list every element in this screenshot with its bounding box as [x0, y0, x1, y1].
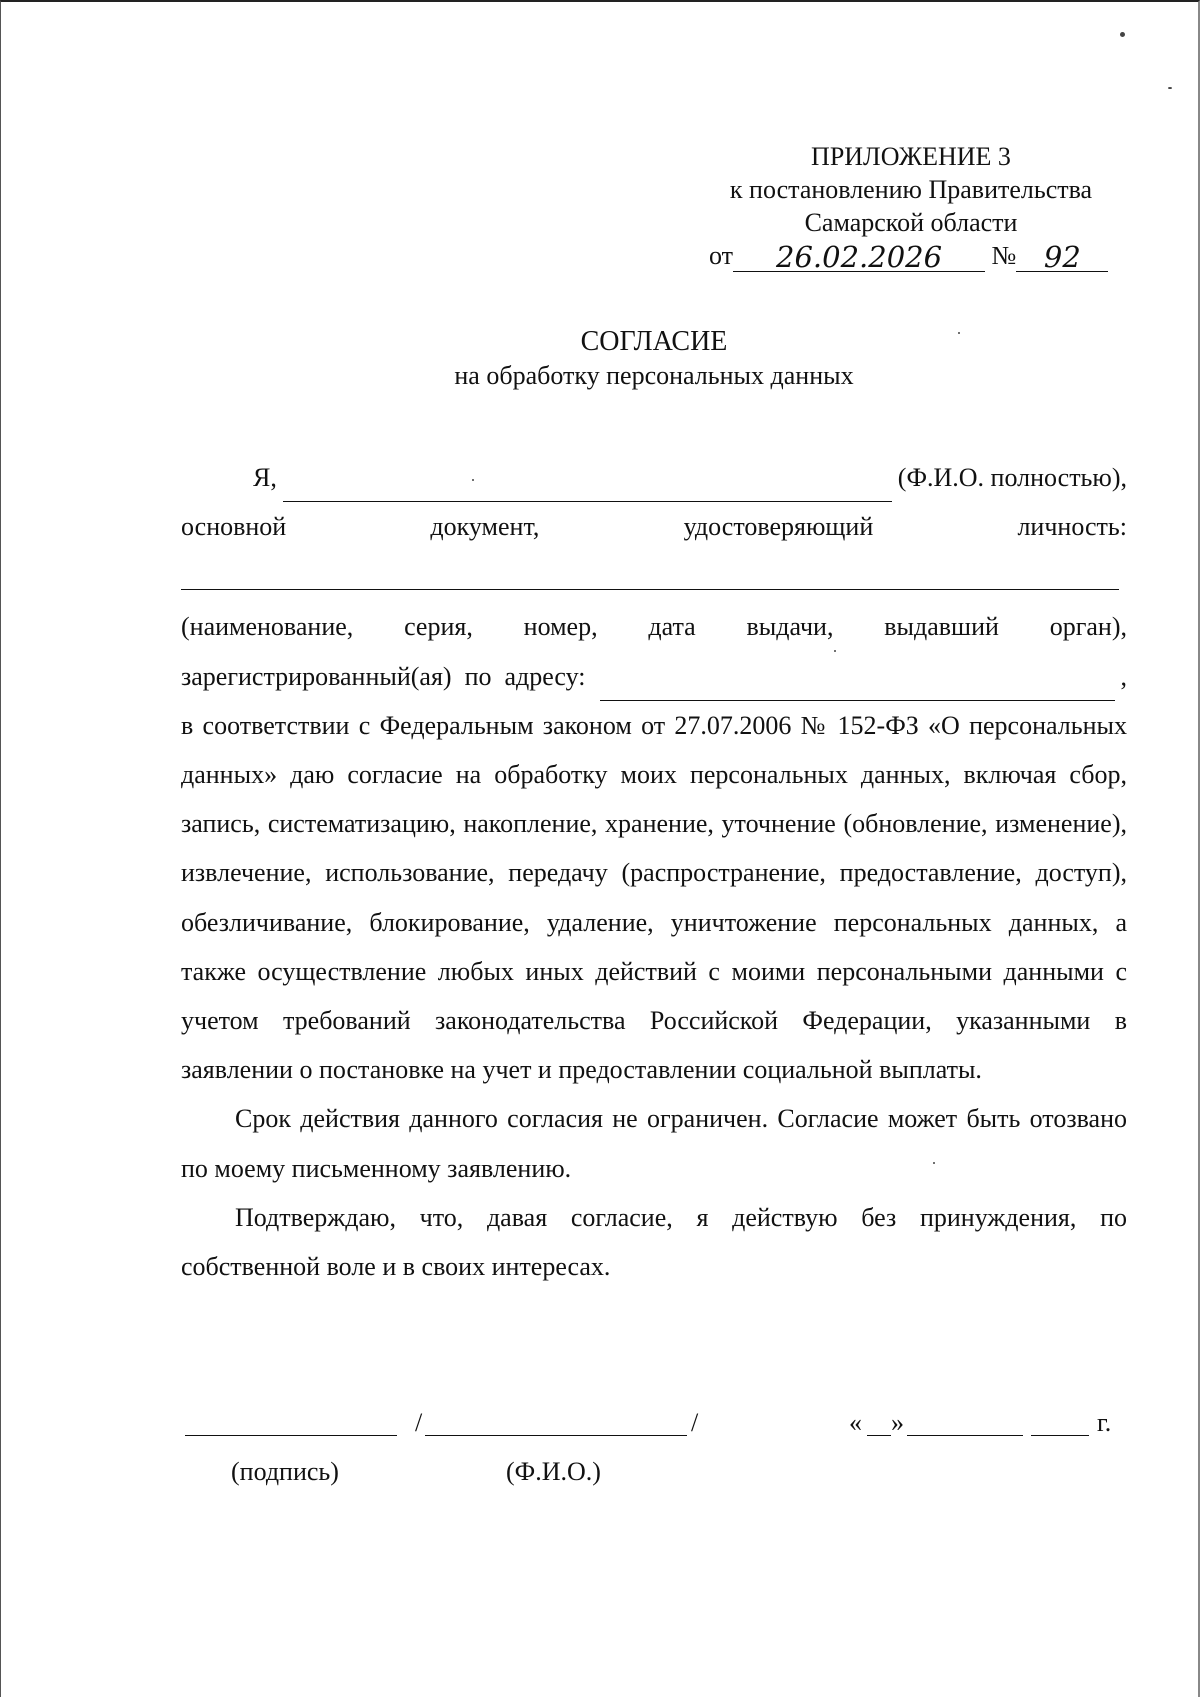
- fio-row: [181, 453, 1127, 502]
- consent-body: [181, 453, 1127, 1291]
- title-main: СОГЛАСИЕ: [580, 326, 728, 357]
- doc-hint-word: серия,: [404, 612, 473, 642]
- year-field[interactable]: [1031, 1435, 1089, 1436]
- scan-speck: [958, 332, 960, 334]
- region-line: Самарской области: [804, 208, 1018, 237]
- slash-left: /: [415, 1408, 423, 1437]
- decree-line: к постановлению Правительства: [729, 175, 1093, 204]
- doc-word: основной: [181, 512, 287, 542]
- scan-speck: [1168, 87, 1172, 89]
- law-paragraph: в соответствии с Федеральным законом от 27.07.2006 № 152-ФЗ «О персональных данных» даю согласие на обработку моих персональных данных, включая сбор, запись, систематизацию, накопление, хранение, уточнение (обновление, изменение), извлечение, использование, передачу (распространение, предоставление, доступ), обезличивание, блокирование, удаление, уничтожение персональных данных, а также осуществление любых иных действий с моими персональными данными с учетом требований законодательства Российской Федерации, указанными в заявлении о постановке на учет и предоставлении социальной выплаты.: [181, 710, 1127, 1085]
- day-field[interactable]: [867, 1435, 891, 1436]
- doc-hint-word: орган),: [1049, 612, 1127, 642]
- year-suffix: г.: [1097, 1408, 1112, 1437]
- doc-hint-word: номер,: [523, 612, 598, 642]
- voluntary-paragraph: Подтверждаю, что, давая согласие, я действую без принуждения, по собственной воле и в своих интересах.: [181, 1202, 1127, 1281]
- address-comma: ,: [1120, 661, 1127, 691]
- document-label-row: [181, 502, 1127, 551]
- address-field[interactable]: [600, 670, 1115, 701]
- scan-speck: [834, 650, 836, 652]
- doc-word: документ,: [430, 512, 540, 542]
- ya-label: Я,: [253, 462, 277, 492]
- appendix-label: ПРИЛОЖЕНИЕ 3: [811, 142, 1011, 171]
- fio-short-field[interactable]: [425, 1435, 687, 1436]
- quote-open: «: [849, 1408, 862, 1437]
- address-row: [181, 652, 1127, 701]
- title-sub: на обработку персональных данных: [454, 361, 854, 390]
- handwritten-number: 92: [1016, 241, 1108, 272]
- fio-field[interactable]: [283, 471, 892, 502]
- fio-caption: (Ф.И.О.): [506, 1457, 601, 1486]
- signature-caption: (подпись): [231, 1457, 339, 1486]
- document-title: [1, 325, 1200, 393]
- doc-hint-word: (наименование,: [181, 612, 354, 642]
- handwritten-date: 26.02.2026: [733, 241, 985, 272]
- slash-right: /: [691, 1408, 699, 1437]
- doc-hint-word: дата: [648, 612, 696, 642]
- scan-speck: [1120, 32, 1125, 37]
- validity-paragraph: Срок действия данного согласия не ограничен. Согласие может быть отозвано по моему письменному заявлению.: [181, 1104, 1127, 1183]
- date-prefix: от: [709, 241, 734, 270]
- number-prefix: №: [991, 241, 1017, 270]
- scan-speck: [472, 479, 474, 481]
- document-field[interactable]: [181, 559, 1119, 590]
- doc-word: личность:: [1017, 512, 1127, 542]
- doc-word: удостоверяющий: [683, 512, 874, 542]
- doc-hint-word: выдачи,: [746, 612, 834, 642]
- quote-close: »: [891, 1408, 904, 1437]
- fio-hint: (Ф.И.О. полностью),: [897, 462, 1127, 492]
- date-number-line: [701, 239, 1121, 272]
- doc-hint-word: выдавший: [884, 612, 999, 642]
- signature-row: [185, 1398, 1115, 1438]
- document-hint-row: [181, 602, 1127, 651]
- month-field[interactable]: [907, 1435, 1023, 1436]
- appendix-header: [701, 140, 1121, 272]
- address-label: зарегистрированный(ая) по адресу:: [181, 661, 586, 691]
- signature-field[interactable]: [185, 1435, 397, 1436]
- scan-speck: [933, 1162, 935, 1164]
